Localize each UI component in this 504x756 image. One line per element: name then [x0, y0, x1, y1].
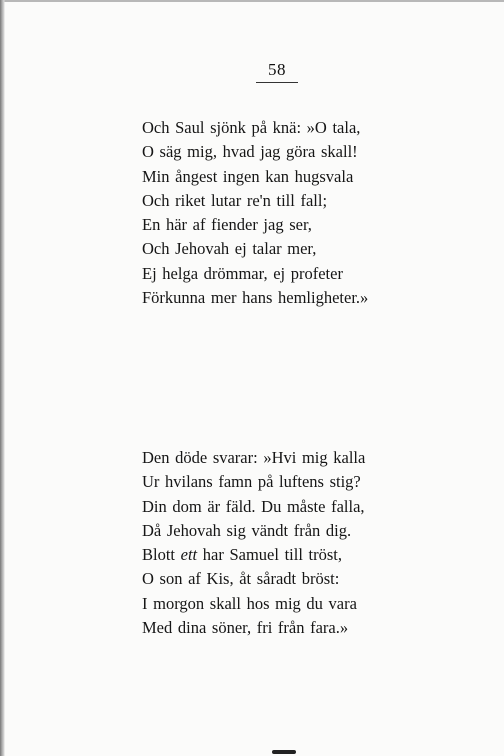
verse-line: Din dom är fäld. Du måste falla, [142, 496, 365, 516]
page-top-edge [0, 0, 504, 2]
emphasized-word: ett [180, 545, 198, 565]
verse-line: Ur hvilans famn på luftens stig? [142, 472, 361, 492]
verse-line: Och riket lutar re'n till fall; [142, 190, 328, 210]
verse-text: har Samuel till tröst, [197, 545, 342, 565]
verse-line: Med dina söner, fri från fara.» [142, 618, 349, 638]
verse-line: I morgon skall hos mig du vara [142, 593, 357, 613]
stanza-2 [142, 446, 365, 640]
verse-text: Blott [142, 545, 181, 565]
verse-line: Och Saul sjönk på knä: »O tala, [142, 118, 361, 137]
verse-line: Förkunna mer hans hemligheter.» [142, 288, 369, 308]
page-number: 58 [268, 60, 286, 79]
stanza-1 [142, 116, 368, 310]
page-binding-edge [0, 0, 5, 756]
verse-line: Den döde svarar: »Hvi mig kalla [142, 448, 366, 467]
verse-line: Min ångest ingen kan hugsvala [142, 166, 354, 186]
verse-line: O son af Kis, åt såradt bröst: [142, 569, 340, 589]
page-number-rule [256, 82, 298, 83]
verse-line: Då Jehovah sig vändt från dig. [142, 520, 352, 540]
bottom-print-mark [272, 750, 296, 754]
verse-line: O säg mig, hvad jag göra skall! [142, 142, 358, 162]
verse-line: Och Jehovah ej talar mer, [142, 239, 317, 259]
verse-line: En här af fiender jag ser, [142, 215, 312, 235]
verse-line-with-emphasis [142, 543, 365, 567]
verse-line: Ej helga drömmar, ej profeter [142, 263, 343, 283]
